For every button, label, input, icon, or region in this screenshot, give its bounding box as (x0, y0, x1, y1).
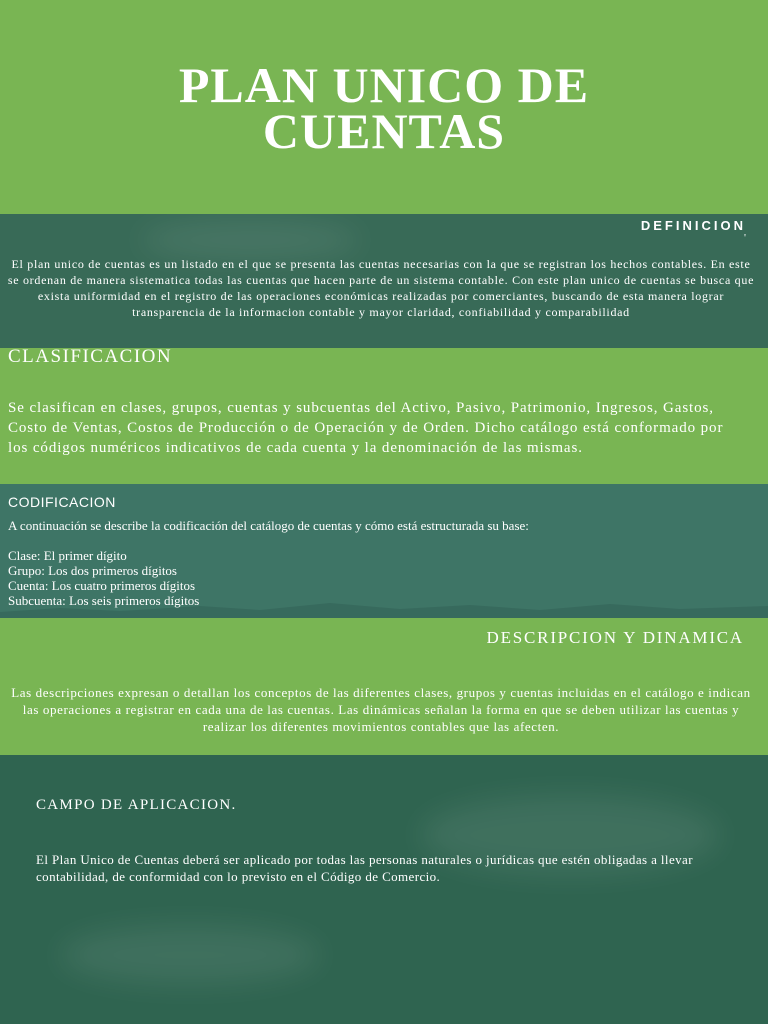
definicion-text: El plan unico de cuentas es un listado en el que se presenta las cuentas necesarias con la que se registran los hechos contables. En este se ordenan de manera sistematica todas las cuentas que hacen parte de un sistema contable. Con este plan unico de cuentas se busca que exista uniformidad en el registro de las operaciones económicas realizadas por comerciantes, buscando de esta manera lograr transparencia de la informacion contable y mayor claridad, confiabilidad y comparabilidad (7, 257, 755, 319)
definicion-heading: DEFINICION (640, 218, 746, 233)
page-title: PLAN UNICO DE CUENTAS (178, 57, 590, 159)
campo-text: El Plan Unico de Cuentas deberá ser aplicado por todas las personas naturales o jurídicas que estén obligadas a llevar contabilidad, de conformidad con lo previsto en el Código de Comercio. (36, 852, 693, 884)
clasificacion-heading: CLASIFICACION (8, 348, 173, 367)
codificacion-section (0, 484, 768, 618)
haze-overlay (140, 220, 360, 260)
title-section (0, 0, 768, 214)
list-item: Grupo: Los dos primeros dígitos (8, 563, 177, 578)
clasificacion-section (0, 348, 768, 484)
clasificacion-text: Se clasifican en clases, grupos, cuentas y subcuentas del Activo, Pasivo, Patrimonio, Ingresos, Gastos, Costo de Ventas, Costos de Producción o de Operación y de Orden. Dicho catálogo está conformado por los códigos numéricos indicativos de cada cuenta y la denominación de las mismas. (8, 400, 724, 456)
mountain-silhouette (0, 594, 768, 618)
definicion-section (0, 214, 768, 348)
list-item: Clase: El primer dígito (8, 548, 127, 563)
haze-overlay (60, 925, 320, 985)
campo-section (0, 755, 768, 1024)
campo-heading: CAMPO DE APLICACION. (36, 797, 237, 813)
descripcion-section (0, 618, 768, 755)
list-item: Subcuenta: Los seis primeros dígitos (8, 593, 200, 608)
definicion-mark: ' (744, 232, 746, 244)
descripcion-text: Las descripciones expresan o detallan los conceptos de las diferentes clases, grupos y cuentas incluidas en el catálogo e indican las operaciones a registrar en cada una de las cuentas. Las dinámicas señalan la forma en que se deben utilizar las cuentas y realizar los diferentes movimientos contables que las afecten. (11, 685, 751, 734)
descripcion-heading: DESCRIPCION Y DINAMICA (486, 628, 744, 647)
codificacion-intro: A continuación se describe la codificación del catálogo de cuentas y cómo está estructurada su base: (8, 518, 529, 533)
codificacion-heading: CODIFICACION (8, 494, 116, 510)
list-item: Cuenta: Los cuatro primeros dígitos (8, 578, 196, 593)
